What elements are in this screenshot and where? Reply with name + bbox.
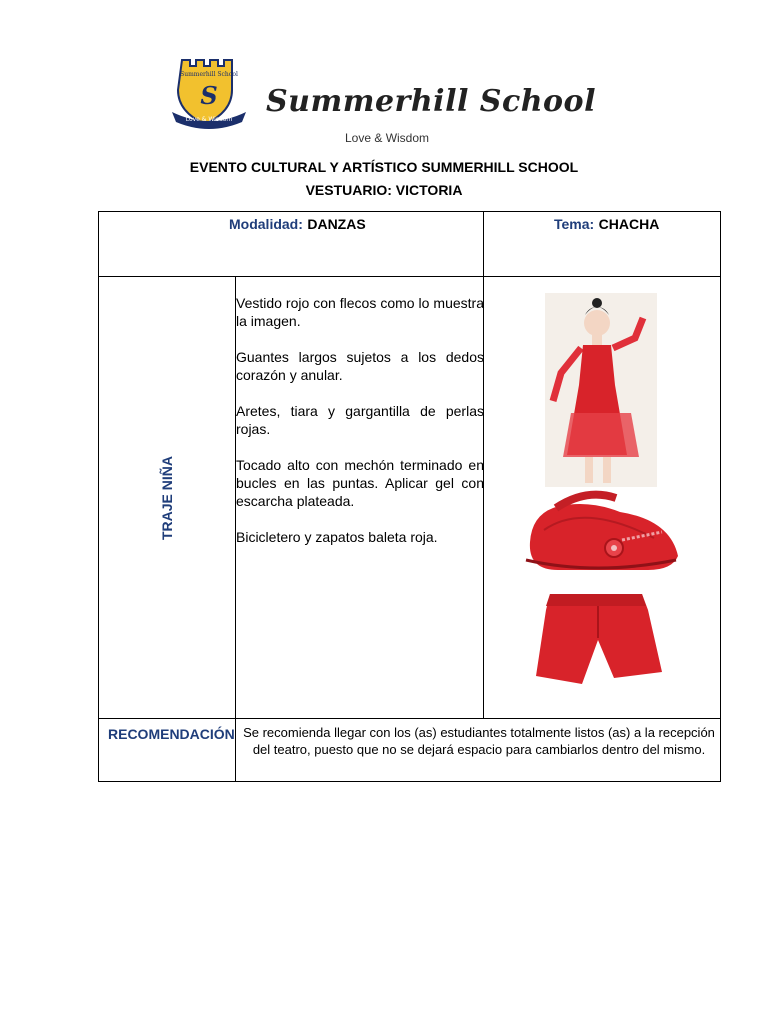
- description-item: Bicicletero y zapatos baleta roja.: [236, 529, 438, 545]
- description-item: Guantes largos sujetos a los dedos corazón y anular.: [236, 349, 484, 383]
- modalidad-label: Modalidad:: [229, 216, 303, 232]
- tema-value: CHACHA: [598, 216, 660, 232]
- school-motto: Love & Wisdom: [345, 131, 430, 145]
- recommendation-text: Se recomienda llegar con los (as) estudiantes totalmente listos (as) a la recepción del teatro, puesto que no se dejará espacio para cambiarlos dentro del mismo.: [243, 725, 715, 757]
- traje-nina-label: TRAJE NIÑA: [159, 455, 175, 541]
- tema-cell: [554, 216, 659, 234]
- tema-label: Tema:: [554, 216, 595, 232]
- crest-letter: S: [200, 81, 218, 110]
- school-crest-icon: [170, 56, 248, 132]
- school-name: Summerhill School: [266, 84, 596, 119]
- red-fringe-dress-photo: [545, 293, 657, 487]
- crest-ribbon-text: Love & Wisdom: [185, 116, 233, 123]
- recommendation-label: RECOMENDACIÓN: [108, 726, 235, 742]
- page-header: [0, 0, 768, 150]
- table-divider: [99, 718, 720, 719]
- costume-description: [236, 294, 484, 564]
- red-shorts-photo: [532, 590, 664, 688]
- traje-nina-cell: [99, 278, 235, 718]
- modalidad-value: DANZAS: [307, 216, 366, 232]
- description-item: Tocado alto con mechón terminado en bucles en las puntas. Aplicar gel con escarcha plateada.: [236, 457, 484, 509]
- description-item: Vestido rojo con flecos como lo muestra la imagen.: [236, 295, 484, 329]
- red-ballet-flat-photo: [522, 490, 682, 576]
- costume-title: VESTUARIO: VICTORIA: [305, 182, 463, 198]
- table-divider: [99, 276, 720, 277]
- description-item: Aretes, tiara y gargantilla de perlas rojas.: [236, 403, 484, 437]
- crest-top-text: Summerhill School: [180, 71, 238, 78]
- event-title: EVENTO CULTURAL Y ARTÍSTICO SUMMERHILL SCHOOL: [189, 159, 579, 175]
- modalidad-cell: [229, 216, 366, 234]
- costume-table: [98, 211, 721, 782]
